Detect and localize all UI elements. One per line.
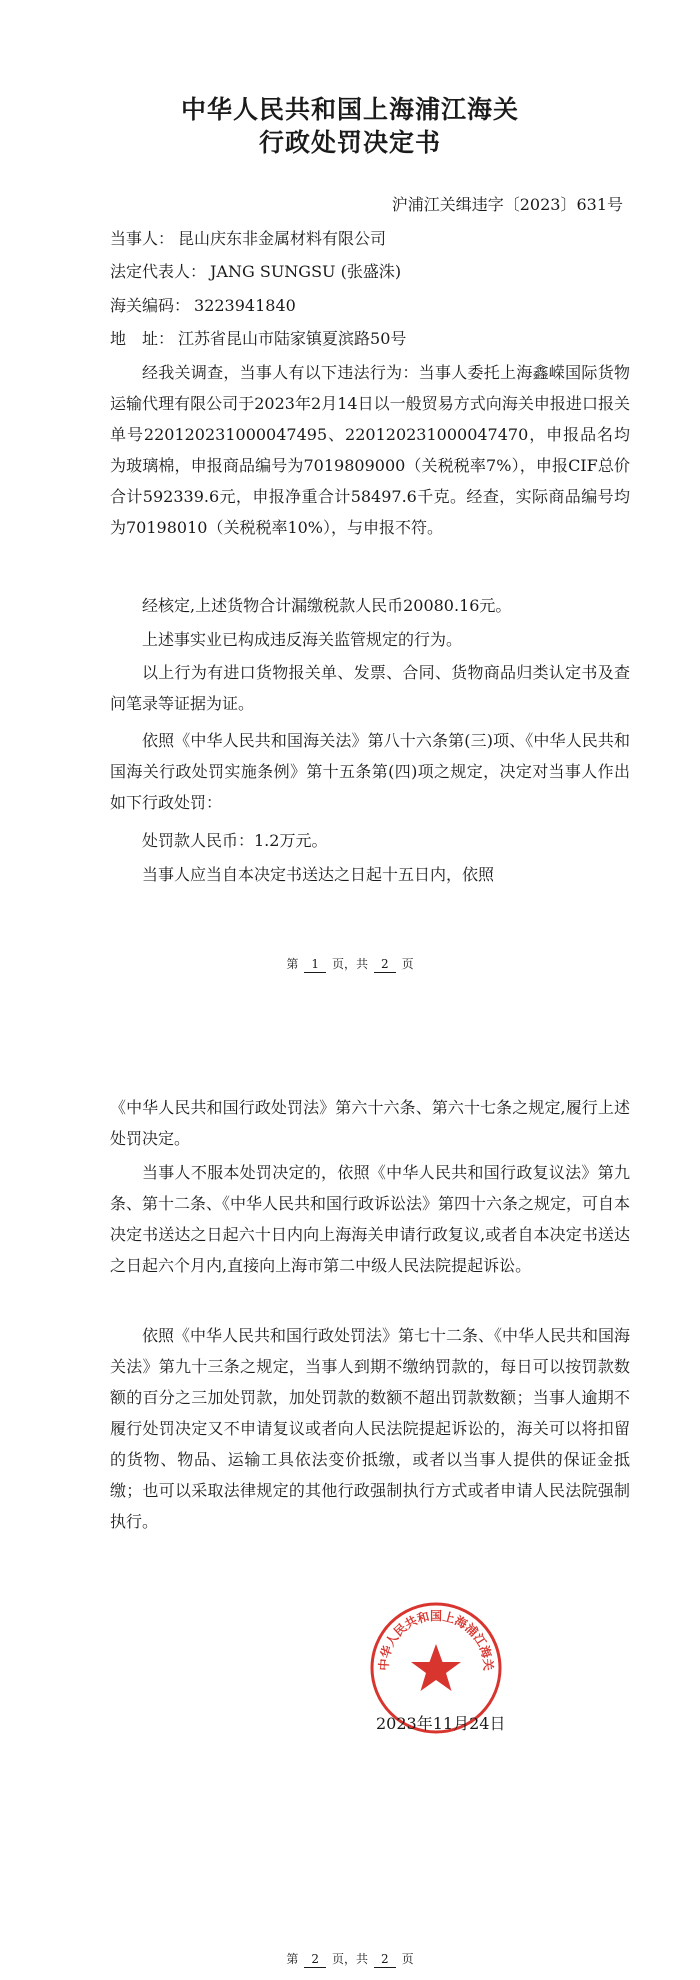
document-number: 沪浦江关缉违字〔2023〕631号 <box>391 195 623 214</box>
svg-text:中华人民共和国上海浦江海关: 中华人民共和国上海浦江海关 <box>376 1609 496 1672</box>
footer-prefix: 第 <box>286 1952 299 1966</box>
legal-rep-value: JANG SUNGSU (张盛洙) <box>210 262 402 281</box>
appeal-paragraph: 当事人不服本处罚决定的，依照《中华人民共和国行政复议法》第九条、第十二条、《中华人民共和国行政诉讼法》第四十六条之规定，可自本决定书送达之日起六十日内向上海海关申请行政复议,或者自本决定书送达之日起六个月内,直接向上海市第二中级人民法院提起诉讼。 <box>110 1163 631 1275</box>
customs-code-value: 3223941840 <box>194 296 296 315</box>
investigation-paragraph: 经我关调查，当事人有以下违法行为：当事人委托上海鑫嵘国际货物运输代理有限公司于2023年2月14日以一般贸易方式向海关申报进口报关单号220120231000047495、220120231000047470，申报品名均为玻璃棉，申报商品编号为7019809000（关税税率7%），申报CIF总价合计592339.6元，申报净重合计58497.6千克。经查，实际商品编号均为70198010（关税税率10%），与申报不符。 <box>110 363 630 537</box>
footer-middle: 页，共 <box>331 957 368 971</box>
address-label: 地 址： <box>110 329 175 348</box>
footer-total-pages: 2 <box>374 956 396 973</box>
footer-suffix: 页 <box>401 1952 414 1966</box>
footer-middle: 页，共 <box>331 1952 368 1966</box>
footer-suffix: 页 <box>401 957 414 971</box>
footer-prefix: 第 <box>286 957 299 971</box>
page-footer-1 <box>0 956 700 973</box>
address-row <box>110 328 406 350</box>
footer-page-number: 1 <box>304 956 326 973</box>
party-name-row <box>110 228 386 250</box>
signature-date: 2023年11月24日 <box>376 1714 506 1733</box>
tax-shortfall-paragraph: 经核定,上述货物合计漏缴税款人民币20080.16元。 <box>142 596 512 615</box>
violation-paragraph: 上述事实业已构成违反海关监管规定的行为。 <box>142 630 463 649</box>
customs-code-label: 海关编码： <box>110 296 191 315</box>
payment-deadline-paragraph: 当事人应当自本决定书送达之日起十五日内，依照 <box>142 865 495 884</box>
document-title-line1: 中华人民共和国上海浦江海关 <box>180 95 519 124</box>
address-value: 江苏省昆山市陆家镇夏滨路50号 <box>178 329 407 348</box>
enforcement-paragraph: 依照《中华人民共和国行政处罚法》第七十二条、《中华人民共和国海关法》第九十三条之规定，当事人到期不缴纳罚款的，每日可以按罚款数额的百分之三加处罚款，加处罚款的数额不超出罚款数额；当事人逾期不履行处罚决定又不申请复议或者向人民法院提起诉讼的，海关可以将扣留的货物、物品、运输工具依法变价抵缴，或者以当事人提供的保证金抵缴；也可以采取法律规定的其他行政强制执行方式或者申请人民法院强制执行。 <box>110 1326 631 1531</box>
party-name-value: 昆山庆东非金属材料有限公司 <box>178 229 387 248</box>
evidence-paragraph: 以上行为有进口货物报关单、发票、合同、货物商品归类认定书及查问笔录等证据为证。 <box>110 663 630 713</box>
fine-paragraph: 处罚款人民币：1.2万元。 <box>142 831 328 850</box>
continuation-paragraph: 《中华人民共和国行政处罚法》第六十六条、第六十七条之规定,履行上述处罚决定。 <box>110 1098 630 1148</box>
legal-rep-row <box>110 261 401 283</box>
footer-page-number: 2 <box>304 1951 326 1968</box>
customs-code-row <box>110 295 296 317</box>
document-title-line2: 行政处罚决定书 <box>258 128 441 157</box>
legal-rep-label: 法定代表人： <box>110 262 207 281</box>
party-name-label: 当事人： <box>110 229 175 248</box>
legal-basis-paragraph: 依照《中华人民共和国海关法》第八十六条第(三)项、《中华人民共和国海关行政处罚实施条例》第十五条第(四)项之规定，决定对当事人作出如下行政处罚： <box>110 731 630 812</box>
page-footer-2 <box>0 1951 700 1968</box>
footer-total-pages: 2 <box>374 1951 396 1968</box>
